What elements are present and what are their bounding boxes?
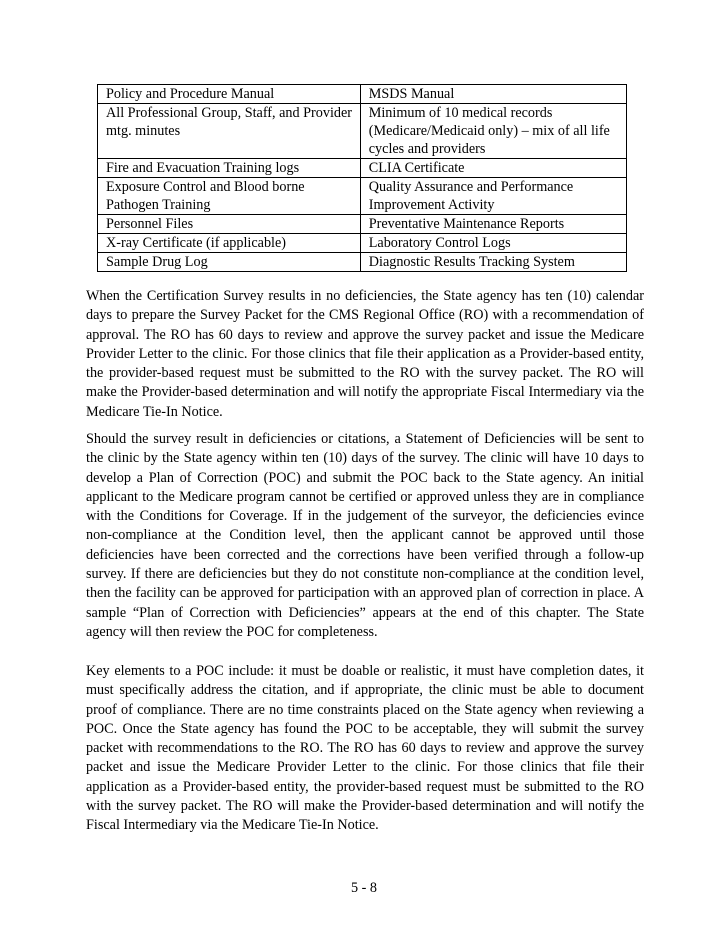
page-number: 5 - 8 bbox=[350, 880, 377, 896]
table-cell: CLIA Certificate bbox=[360, 159, 626, 178]
table-cell: Laboratory Control Logs bbox=[360, 234, 626, 253]
paragraph-deficiencies: Should the survey result in deficiencies or citations, a Statement of Deficiencies will be sent to the clinic by the State agency within ten (10) days of the survey. The clinic will have 10 days to develop a Plan of Correction (POC) and submit the POC back to the State agency. An initial applicant to the Medicare program cannot be certified or approved unless they are in compliance with the Conditions for Coverage. If in the judgement of the surveyor, the deficiencies evince non-compliance at the Condition level, then the applicant cannot be approved until those deficiencies have been corrected and the corrections have been verified through a follow-up survey. If there are deficiencies but they do not constitute non-compliance at the condition level, then the facility can be approved for participation with an approved plan of correction in place. A sample “Plan of Correction with Deficiencies” appears at the end of this chapter. The State agency will then review the POC for completeness. bbox=[86, 431, 644, 640]
table-cell: MSDS Manual bbox=[360, 85, 626, 104]
table-row bbox=[98, 178, 627, 215]
table-cell: Policy and Procedure Manual bbox=[98, 85, 361, 104]
paragraph-poc-elements: Key elements to a POC include: it must be doable or realistic, it must have completion dates, it must specifically address the citation, and if appropriate, the clinic must be able to document proof of compliance. There are no time constraints placed on the State agency when reviewing a POC. Once the State agency has found the POC to be acceptable, they will submit the survey packet with recommendations to the RO. The RO has 60 days to review and approve the survey packet and issue the Medicare Provider Letter to the clinic. For those clinics that file their application as a Provider-based entity, the provider-based request must be submitted to the RO with the survey packet. The RO will make the Provider-based determination and will notify the Fiscal Intermediary via the Medicare Tie-In Notice. bbox=[86, 663, 644, 834]
table-cell: X-ray Certificate (if applicable) bbox=[98, 234, 361, 253]
table-row bbox=[98, 215, 627, 234]
table-cell: Quality Assurance and Performance Improvement Activity bbox=[360, 178, 626, 215]
table-row bbox=[98, 234, 627, 253]
table-cell: Preventative Maintenance Reports bbox=[360, 215, 626, 234]
table-row bbox=[98, 159, 627, 178]
records-table bbox=[97, 84, 627, 272]
table-cell: Exposure Control and Blood borne Pathogen Training bbox=[98, 178, 361, 215]
paragraph-no-deficiencies: When the Certification Survey results in no deficiencies, the State agency has ten (10) calendar days to prepare the Survey Packet for the CMS Regional Office (RO) with a recommendation of approval. The RO has 60 days to review and approve the survey packet and issue the Medicare Provider Letter to the clinic. For those clinics that file their application as a Provider-based entity, the provider-based request must be submitted to the RO with the survey packet. The RO will make the Provider-based determination and will notify the appropriate Fiscal Intermediary via the Medicare Tie-In Notice. bbox=[86, 288, 644, 420]
table-cell: Minimum of 10 medical records (Medicare/Medicaid only) – mix of all life cycles and providers bbox=[360, 104, 626, 159]
table-row bbox=[98, 85, 627, 104]
table-cell: Sample Drug Log bbox=[98, 253, 361, 272]
table-row bbox=[98, 253, 627, 272]
table-cell: Fire and Evacuation Training logs bbox=[98, 159, 361, 178]
table-cell: All Professional Group, Staff, and Provider mtg. minutes bbox=[98, 104, 361, 159]
table-cell: Personnel Files bbox=[98, 215, 361, 234]
table-cell: Diagnostic Results Tracking System bbox=[360, 253, 626, 272]
table-row bbox=[98, 104, 627, 159]
